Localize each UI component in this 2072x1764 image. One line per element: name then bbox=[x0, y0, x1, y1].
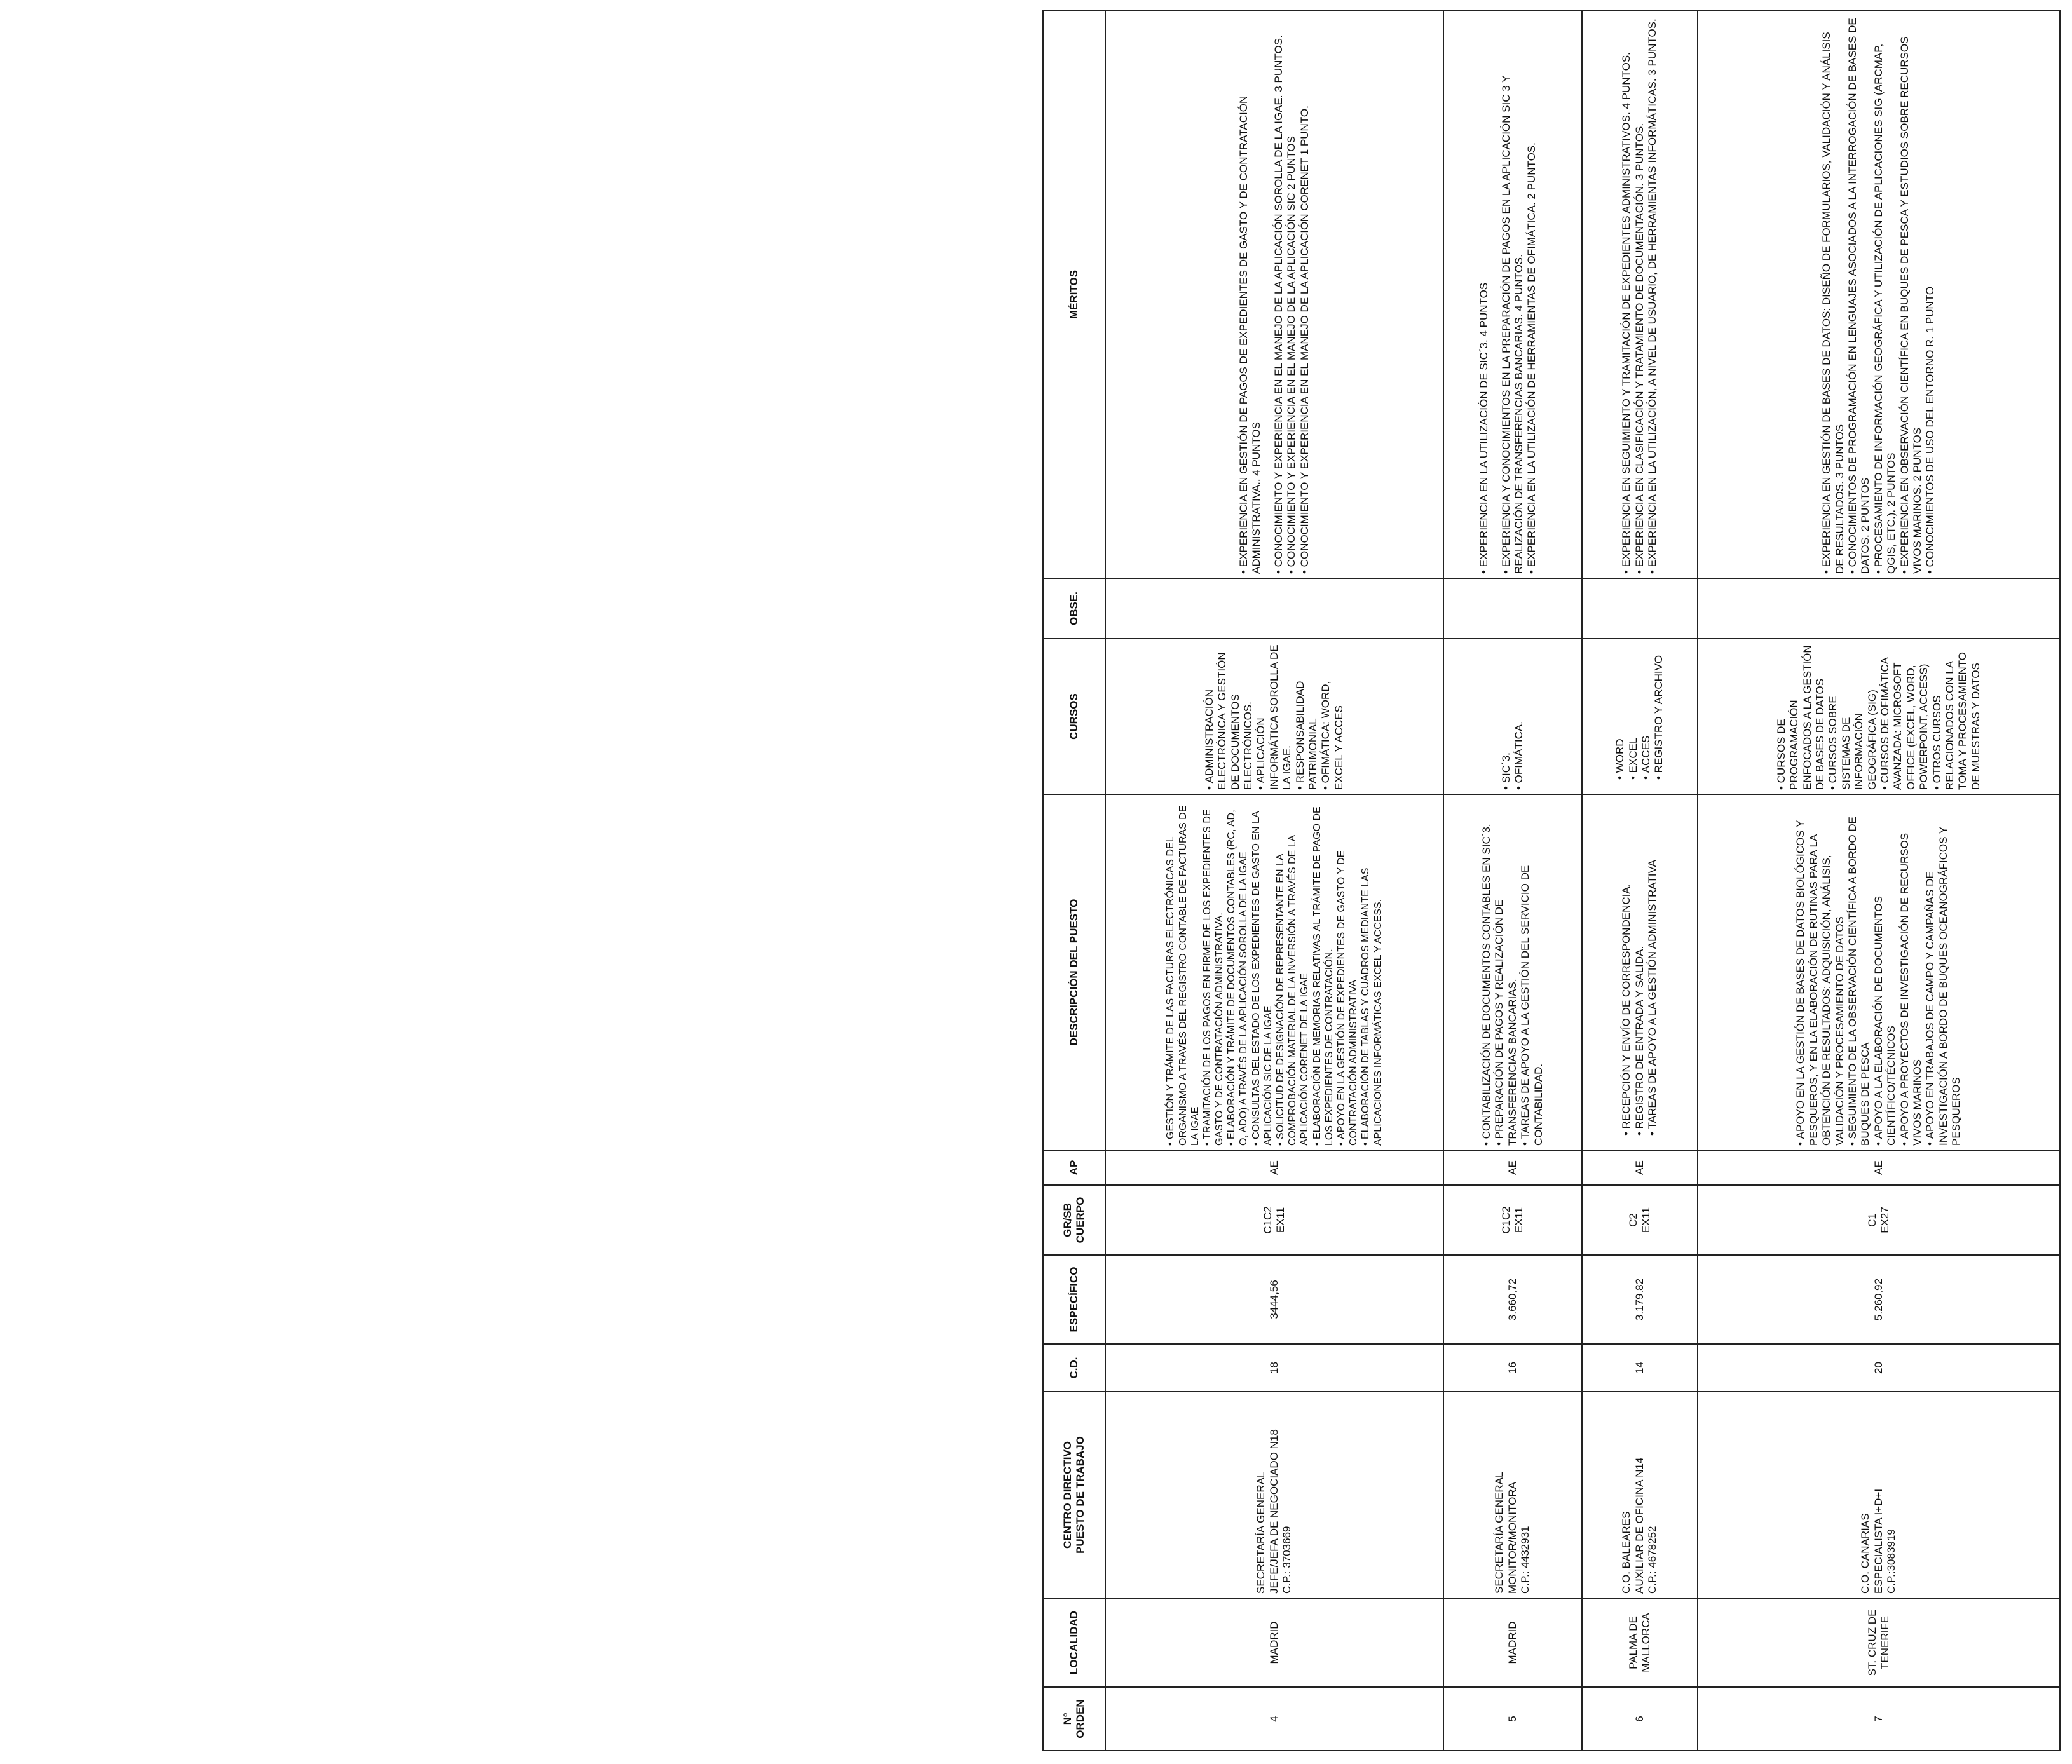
localidad-cell: MADRID bbox=[1105, 1598, 1443, 1687]
header-cursos: CURSOS bbox=[1043, 639, 1105, 794]
list-item: • TAREAS DE APOYO A LA GESTIÓN ADMINISTRATIVA bbox=[1646, 799, 1659, 1136]
list-item: • TAREAS DE APOYO A LA GESTIÓN DEL SERVICIO DE CONTABILIDAD. bbox=[1519, 799, 1545, 1146]
list-item: • CONOCIMIENTO Y EXPERIENCIA EN EL MANEJO DE LA APLICACIÓN SOROLLA DE LA IGAE. 3 PUNTOS. bbox=[1272, 15, 1285, 574]
descripcion-cell bbox=[1582, 794, 1698, 1150]
list-item: • PROCESAMIENTO DE INFORMACIÓN GEOGRÁFICA Y UTILIZACIÓN DE APLICACIONES SIG (ARCMAP, QGIS, ETC.). 2 PUNTOS bbox=[1872, 15, 1898, 574]
list-item: • CONSULTAS DEL ESTADO DE LOS EXPEDIENTES DE GASTO EN LA APLICACIÓN SIC DE LA IGAE bbox=[1250, 799, 1274, 1146]
list-item: • ELABORACIÓN Y TRÁMITE DE DOCUMENTOS CONTABLES (RC, AD, O, ADO) A TRAVÉS DE LA APLICACIÓN SOROLLA DE LA IGAE bbox=[1225, 799, 1250, 1146]
list-item: • EXPERIENCIA EN OBSERVACIÓN CIENTÍFICA EN BUQUES DE PESCA Y ESTUDIOS SOBRE RECURSOS VIVOS MARINOS. 2 PUNTOS bbox=[1898, 15, 1925, 574]
list-item: • OTROS CURSOS RELACIONADOS CON LA TOMA Y PROCESAMIENTO DE MUESTRAS Y DATOS bbox=[1931, 643, 1983, 790]
localidad-cell: MADRID bbox=[1443, 1598, 1582, 1687]
header-obse: OBSE. bbox=[1043, 578, 1105, 639]
list-item: • CONTABILIZACIÓN DE DOCUMENTOS CONTABLES EN SIC´3. bbox=[1480, 799, 1493, 1146]
list-item: • EXPERIENCIA EN SEGUIMIENTO Y TRAMITACIÓN DE EXPEDIENTES ADMINISTRATIVOS. 4 PUNTOS. bbox=[1620, 15, 1633, 574]
header-centro: CENTRO DIRECTIVO PUESTO DE TRABAJO bbox=[1043, 1392, 1105, 1598]
orden-cell: 6 bbox=[1582, 1687, 1698, 1751]
list-item: • APOYO A PROYECTOS DE INVESTIGACIÓN DE RECURSOS VIVOS MARINOS bbox=[1898, 799, 1925, 1146]
list-item: • ADMINISTRACIÓN ELECTRÓNICA Y GESTIÓN DE DOCUMENTOS ELECTRÓNICOS. bbox=[1203, 643, 1255, 790]
descripcion-list bbox=[1794, 799, 1963, 1146]
meritos-list bbox=[1620, 15, 1659, 574]
ap-cell: AE bbox=[1443, 1150, 1582, 1185]
descripcion-cell bbox=[1698, 794, 2060, 1150]
orden-cell: 7 bbox=[1698, 1687, 2060, 1751]
obse-cell bbox=[1105, 578, 1443, 639]
descripcion-cell bbox=[1105, 794, 1443, 1150]
list-item: • CURSOS DE PROGRAMACIÓN ENFOCADOS A LA GESTIÓN DE BASES DE DATOS bbox=[1775, 643, 1827, 790]
orden-cell: 5 bbox=[1443, 1687, 1582, 1751]
list-item: • ACCES bbox=[1640, 643, 1653, 780]
meritos-cell bbox=[1582, 11, 1698, 578]
list-item: • PREPARACIÓN DE PAGOS Y REALIZACIÓN DE TRANSFERENCIAS BANCARIAS. bbox=[1493, 799, 1519, 1146]
list-item: • EXCEL bbox=[1627, 643, 1640, 780]
centro-cell: SECRETARÍA GENERAL JEFE/JEFA DE NEGOCIADO N18 C.P.: 3703669 bbox=[1105, 1392, 1443, 1598]
descripcion-list bbox=[1620, 799, 1659, 1136]
header-localidad: LOCALIDAD bbox=[1043, 1598, 1105, 1687]
header-especifico: ESPECÍFICO bbox=[1043, 1255, 1105, 1344]
job-positions-table bbox=[1042, 10, 2061, 1751]
meritos-list bbox=[1820, 15, 1937, 574]
list-item: • APOYO EN TRABAJOS DE CAMPO Y CAMPAÑAS DE INVESTIGACIÓN A BORDO DE BUQUES OCEANOGRÁFICOS Y PESQUEROS bbox=[1924, 799, 1963, 1146]
list-item: • WORD bbox=[1614, 643, 1626, 780]
cursos-cell bbox=[1105, 639, 1443, 794]
cursos-list bbox=[1500, 643, 1526, 790]
list-item: • EXPERIENCIA EN LA UTILIZACIÓN DE SIC´3. 4 PUNTOS bbox=[1478, 15, 1490, 574]
list-item: • GESTIÓN Y TRÁMITE DE LAS FACTURAS ELECTRÓNICAS DEL ORGANISMO A TRAVÉS DEL REGISTRO CONTABLE DE FACTURAS DE LA IGAE bbox=[1164, 799, 1201, 1146]
list-item: • RECEPCIÓN Y ENVÍO DE CORRESPONDENCIA. bbox=[1620, 799, 1633, 1136]
grupo-cell: C2 EX11 bbox=[1582, 1185, 1698, 1255]
localidad-cell: PALMA DE MALLORCA bbox=[1582, 1598, 1698, 1687]
list-item: • APLICACIÓN INFORMÁTICA SOROLLA DE LA IGAE. bbox=[1255, 643, 1293, 790]
meritos-list bbox=[1237, 15, 1311, 574]
table-row bbox=[1105, 11, 1443, 1751]
meritos-cell bbox=[1698, 11, 2060, 578]
ap-cell: AE bbox=[1105, 1150, 1443, 1185]
table-row bbox=[1443, 11, 1582, 1751]
header-row bbox=[1043, 11, 1105, 1751]
list-item: • CONOCIMIENTOS DE PROGRAMACIÓN EN LENGUAJES ASOCIADOS A LA INTERROGACIÓN DE BASES DE DATOS. 2 PUNTOS bbox=[1846, 15, 1872, 574]
table-row bbox=[1582, 11, 1698, 1751]
list-item: • SIC´3. bbox=[1500, 643, 1513, 790]
localidad-cell: ST. CRUZ DE TENERIFE bbox=[1698, 1598, 2060, 1687]
cursos-cell bbox=[1698, 639, 2060, 794]
list-item: • ELABORACIÓN DE TABLAS Y CUADROS MEDIANTE LAS APLICACIONES INFORMÁTICAS EXCEL Y ACCESS. bbox=[1360, 799, 1384, 1146]
header-orden: Nº ORDEN bbox=[1043, 1687, 1105, 1751]
cursos-cell bbox=[1582, 639, 1698, 794]
obse-cell bbox=[1698, 578, 2060, 639]
list-item: • RESPONSABILIDAD PATRIMONIAL bbox=[1294, 643, 1320, 790]
cursos-list bbox=[1614, 643, 1666, 780]
list-item: • EXPERIENCIA EN CLASIFICACIÓN Y TRATAMIENTO DE DOCUMENTACIÓN. 3 PUNTOS. bbox=[1633, 15, 1646, 574]
centro-cell: C.O. BALEARES AUXILIAR DE OFICINA N14 C.P.: 4678252 bbox=[1582, 1392, 1698, 1598]
especifico-cell: 3.660,72 bbox=[1443, 1255, 1582, 1344]
list-item: • APOYO EN LA GESTIÓN DE EXPEDIENTES DE GASTO Y DE CONTRATACIÓN ADMINISTRATIVA bbox=[1335, 799, 1360, 1146]
meritos-list bbox=[1478, 15, 1539, 574]
descripcion-cell bbox=[1443, 794, 1582, 1150]
list-item: • APOYO A LA ELABORACIÓN DE DOCUMENTOS CIENTÍFICO/TÉCNICOS bbox=[1872, 799, 1898, 1146]
especifico-cell: 3444,56 bbox=[1105, 1255, 1443, 1344]
list-item: • CURSOS DE OFIMÁTICA AVANZADA: MICROSOFT OFFICE (EXCEL, WORD, POWERPOINT, ACCESS) bbox=[1879, 643, 1931, 790]
cursos-list bbox=[1203, 643, 1346, 790]
cd-cell: 20 bbox=[1698, 1344, 2060, 1392]
list-item: • EXPERIENCIA EN LA UTILIZACIÓN, A NIVEL DE USUARIO, DE HERRAMIENTAS INFORMÁTICAS. 3 PUNTOS. bbox=[1646, 15, 1659, 574]
cursos-list bbox=[1775, 643, 1982, 790]
cd-cell: 18 bbox=[1105, 1344, 1443, 1392]
header-ap: AP bbox=[1043, 1150, 1105, 1185]
list-item: • EXPERIENCIA EN LA UTILIZACIÓN DE HERRAMIENTAS DE OFIMÁTICA. 2 PUNTOS. bbox=[1525, 15, 1538, 574]
list-item: • OFIMÁTICA: WORD, EXCEL Y ACCES bbox=[1319, 643, 1346, 790]
list-item: • TRAMITACIÓN DE LOS PAGOS EN FIRME DE LOS EXPEDIENTES DE GASTO Y DE CONTRATACIÓN ADMINISTRATIVA. bbox=[1201, 799, 1225, 1146]
list-item: • REGISTRO Y ARCHIVO bbox=[1653, 643, 1665, 780]
grupo-cell: C1C2 EX11 bbox=[1443, 1185, 1582, 1255]
list-item: • CONOCIMIENTO Y EXPERIENCIA EN EL MANEJO DE LA APLICACIÓN CORENET 1 PUNTO. bbox=[1298, 15, 1311, 574]
header-cd: C.D. bbox=[1043, 1344, 1105, 1392]
obse-cell bbox=[1443, 578, 1582, 639]
list-item: • REGISTRO DE ENTRADA Y SALIDA. bbox=[1633, 799, 1646, 1136]
list-item: • OFIMÁTICA. bbox=[1513, 643, 1525, 790]
rotated-page-content bbox=[1036, 0, 2072, 1764]
ap-cell: AE bbox=[1582, 1150, 1698, 1185]
grupo-cell: C1C2 EX11 bbox=[1105, 1185, 1443, 1255]
table-row bbox=[1698, 11, 2060, 1751]
header-descripcion: DESCRIPCIÓN DEL PUESTO bbox=[1043, 794, 1105, 1150]
centro-cell: SECRETARÍA GENERAL MONITOR/MONITORA C.P.: 4432931 bbox=[1443, 1392, 1582, 1598]
header-meritos: MÉRITOS bbox=[1043, 11, 1105, 578]
cursos-cell bbox=[1443, 639, 1582, 794]
cd-cell: 16 bbox=[1443, 1344, 1582, 1392]
centro-cell: C.O. CANARIAS ESPECIALISTA I+D+I C.P.:3083919 bbox=[1698, 1392, 2060, 1598]
list-item: • CONOCIMIENTOS DE USO DEL ENTORNO R. 1 PUNTO bbox=[1924, 15, 1937, 574]
especifico-cell: 5.260,92 bbox=[1698, 1255, 2060, 1344]
list-item: • CONOCIMIENTO Y EXPERIENCIA EN EL MANEJO DE LA APLICACIÓN SIC 2 PUNTOS bbox=[1285, 15, 1298, 574]
descripcion-list bbox=[1164, 799, 1384, 1146]
meritos-cell bbox=[1105, 11, 1443, 578]
grupo-cell: C1 EX27 bbox=[1698, 1185, 2060, 1255]
list-item: • EXPERIENCIA EN GESTIÓN DE PAGOS DE EXPEDIENTES DE GASTO Y DE CONTRATACIÓN ADMINISTRATIVA.. 4 PUNTOS bbox=[1237, 15, 1264, 574]
orden-cell: 4 bbox=[1105, 1687, 1443, 1751]
meritos-cell bbox=[1443, 11, 1582, 578]
list-item: • EXPERIENCIA Y CONOCIMIENTOS EN LA PREPARACIÓN DE PAGOS EN LA APLICACIÓN SIC 3 Y REALIZACIÓN DE TRANSFERENCIAS BANCARIAS. 4 PUNTOS. bbox=[1500, 15, 1526, 574]
descripcion-list bbox=[1480, 799, 1545, 1146]
list-item: • CURSOS SOBRE SISTEMAS DE INFORMACIÓN GEOGRÁFICA (SIG) bbox=[1827, 643, 1879, 790]
list-item: • SEGUIMIENTO DE LA OBSERVACIÓN CIENTÍFICA A BORDO DE BUQUES DE PESCA bbox=[1846, 799, 1872, 1146]
list-item: • ELABORACIÓN DE MEMORIAS RELATIVAS AL TRÁMITE DE PAGO DE LOS EXPEDIENTES DE CONTRATACIÓN. bbox=[1311, 799, 1335, 1146]
especifico-cell: 3.179.82 bbox=[1582, 1255, 1698, 1344]
list-item: • APOYO EN LA GESTIÓN DE BASES DE DATOS BIOLÓGICOS Y PESQUEROS, Y EN LA ELABORACIÓN DE RUTINAS PARA LA OBTENCIÓN DE RESULTADOS: ADQUISICIÓN, ANÁLISIS, VALIDACIÓN Y PROCESAMIENTO DE DATOS bbox=[1794, 799, 1846, 1146]
list-item: • EXPERIENCIA EN GESTIÓN DE BASES DE DATOS: DISEÑO DE FORMULARIOS, VALIDACIÓN Y ANÁLISIS DE RESULTADOS. 3 PUNTOS bbox=[1820, 15, 1846, 574]
list-item: • SOLICITUD DE DESIGNACIÓN DE REPRESENTANTE EN LA COMPROBACIÓN MATERIAL DE LA INVERSIÓN A TRAVÉS DE LA APLICACIÓN CORENET DE LA IGAE bbox=[1274, 799, 1311, 1146]
obse-cell bbox=[1582, 578, 1698, 639]
ap-cell: AE bbox=[1698, 1150, 2060, 1185]
cd-cell: 14 bbox=[1582, 1344, 1698, 1392]
header-grupo: GR/SB CUERPO bbox=[1043, 1185, 1105, 1255]
